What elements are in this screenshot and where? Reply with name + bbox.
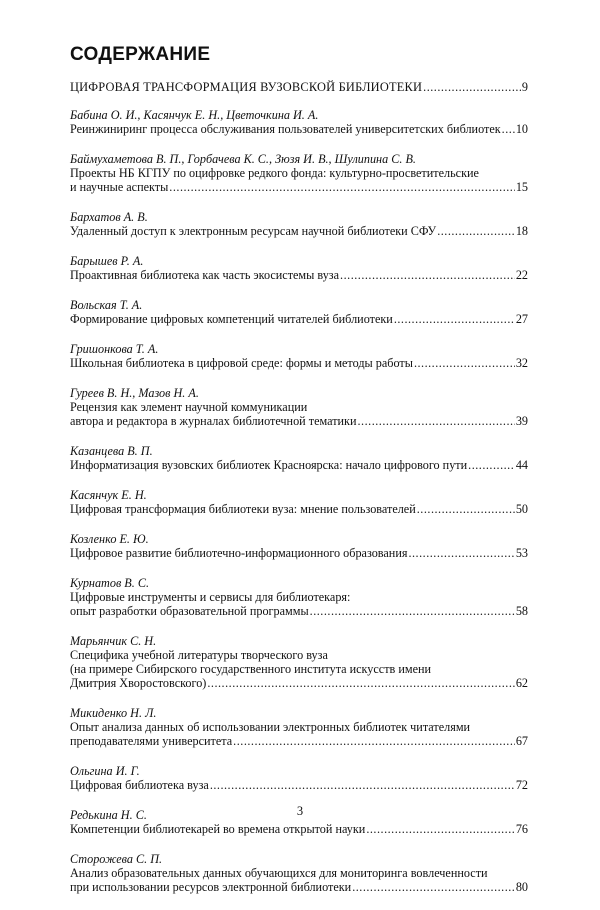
page-ref: 9	[521, 80, 528, 94]
toc-entry[interactable]	[70, 108, 528, 136]
entry-title-line: Информатизация вузовских библиотек Красноярска: начало цифрового пути	[70, 458, 468, 472]
entry-authors: Козленко Е. Ю.	[70, 532, 149, 546]
entry-title-line: Цифровая трансформация библиотеки вуза: мнение пользователей	[70, 502, 416, 516]
entry-title-line: преподавателями университета	[70, 734, 233, 748]
entry-title-line: и научные аспекты	[70, 180, 169, 194]
toc-entry[interactable]	[70, 254, 528, 282]
toc-entry[interactable]	[70, 298, 528, 326]
entry-title-line: (на примере Сибирского государственного института искусств имени	[70, 662, 432, 676]
entry-title-line: Формирование цифровых компетенций читателей библиотеки	[70, 312, 393, 326]
entry-authors: Вольская Т. А.	[70, 298, 143, 312]
toc-entry[interactable]	[70, 576, 528, 618]
dot-leader	[233, 734, 515, 748]
page-ref: 44	[515, 458, 528, 472]
dot-leader	[366, 822, 514, 836]
page-ref: 67	[515, 734, 528, 748]
entry-authors: Казанцева В. П.	[70, 444, 153, 458]
entry-list	[70, 108, 528, 894]
entry-title-line: опыт разработки образовательной программы	[70, 604, 309, 618]
entry-authors: Барышев Р. А.	[70, 254, 144, 268]
entry-title-line: Удаленный доступ к электронным ресурсам научной библиотеки СФУ	[70, 224, 437, 238]
dot-leader	[210, 778, 515, 792]
entry-title-line: Специфика учебной литературы творческого вуза	[70, 648, 328, 662]
entry-authors: Редькина Н. С.	[70, 808, 147, 822]
page-ref: 15	[515, 180, 528, 194]
toc-entry[interactable]	[70, 532, 528, 560]
toc-entry[interactable]	[70, 764, 528, 792]
entry-title-line: при использовании ресурсов электронной библиотеки	[70, 880, 352, 894]
entry-title-line: Цифровое развитие библиотечно-информационного образования	[70, 546, 408, 560]
entry-title-line: Рецензия как элемент научной коммуникации	[70, 400, 308, 414]
toc-entry[interactable]	[70, 386, 528, 428]
page-ref: 72	[515, 778, 528, 792]
toc-entry[interactable]	[70, 634, 528, 690]
entry-authors: Гришонкова Т. А.	[70, 342, 159, 356]
entry-authors: Касянчук Е. Н.	[70, 488, 147, 502]
entry-title-line: Проекты НБ КГПУ по оцифровке редкого фонда: культурно-просветительские	[70, 166, 479, 180]
dot-leader	[207, 676, 514, 690]
table-of-contents	[70, 80, 528, 910]
page-heading: СОДЕРЖАНИЕ	[70, 44, 211, 65]
entry-authors: Сторожева С. П.	[70, 852, 163, 866]
entry-authors: Бархатов А. В.	[70, 210, 148, 224]
page-ref: 27	[515, 312, 528, 326]
dot-leader	[417, 502, 515, 516]
dot-leader	[502, 122, 515, 136]
toc-entry[interactable]	[70, 210, 528, 238]
page-ref: 80	[515, 880, 528, 894]
dot-leader	[352, 880, 515, 894]
toc-entry[interactable]	[70, 488, 528, 516]
dot-leader	[340, 268, 515, 282]
page-ref: 58	[515, 604, 528, 618]
entry-title-line: Школьная библиотека в цифровой среде: формы и методы работы	[70, 356, 413, 370]
toc-entry[interactable]	[70, 152, 528, 194]
entry-title-line: автора и редактора в журналах библиотечной тематики	[70, 414, 357, 428]
dot-leader	[408, 546, 514, 560]
page-ref: 50	[515, 502, 528, 516]
dot-leader	[414, 356, 515, 370]
page-ref: 76	[515, 822, 528, 836]
toc-entry[interactable]	[70, 342, 528, 370]
dot-leader	[310, 604, 515, 618]
page-ref: 10	[515, 122, 528, 136]
dot-leader	[468, 458, 515, 472]
page-ref: 22	[515, 268, 528, 282]
entry-title-line: Цифровые инструменты и сервисы для библиотекаря:	[70, 590, 351, 604]
dot-leader	[169, 180, 515, 194]
entry-authors: Курнатов В. С.	[70, 576, 149, 590]
entry-title-line: Компетенции библиотекарей во времена открытой науки	[70, 822, 366, 836]
entry-authors: Марьянчик С. Н.	[70, 634, 157, 648]
page-ref: 62	[515, 676, 528, 690]
page-ref: 39	[515, 414, 528, 428]
toc-entry[interactable]	[70, 852, 528, 894]
page-ref: 53	[515, 546, 528, 560]
entry-title-line: Цифровая библиотека вуза	[70, 778, 209, 792]
entry-authors: Бабина О. И., Касянчук Е. Н., Цветочкина И. А.	[70, 108, 319, 122]
entry-title-line: Проактивная библиотека как часть экосистемы вуза	[70, 268, 340, 282]
dot-leader	[394, 312, 515, 326]
page-ref: 32	[515, 356, 528, 370]
toc-entry[interactable]	[70, 444, 528, 472]
toc-entry[interactable]	[70, 706, 528, 748]
entry-authors: Микиденко Н. Л.	[70, 706, 157, 720]
dot-leader	[358, 414, 515, 428]
entry-title-line: Реинжиниринг процесса обслуживания пользователей университетских библиотек	[70, 122, 501, 136]
entry-authors: Гуреев В. Н., Мазов Н. А.	[70, 386, 199, 400]
entry-title-line: Опыт анализа данных об использовании электронных библиотек читателями	[70, 720, 471, 734]
dot-leader	[423, 80, 521, 94]
entry-authors: Баймухаметова В. П., Горбачева К. С., Зюзя И. В., Шулипина С. В.	[70, 152, 416, 166]
entry-title-line: Дмитрия Хворостовского)	[70, 676, 207, 690]
entry-title-line: Анализ образовательных данных обучающихся для мониторинга вовлеченности	[70, 866, 488, 880]
section-title: ЦИФРОВАЯ ТРАНСФОРМАЦИЯ ВУЗОВСКОЙ БИБЛИОТЕКИ	[70, 80, 423, 94]
page-number: 3	[296, 804, 304, 818]
dot-leader	[437, 224, 515, 238]
entry-authors: Ольгина И. Г.	[70, 764, 140, 778]
page-ref: 18	[515, 224, 528, 238]
section-entry[interactable]	[70, 80, 528, 94]
